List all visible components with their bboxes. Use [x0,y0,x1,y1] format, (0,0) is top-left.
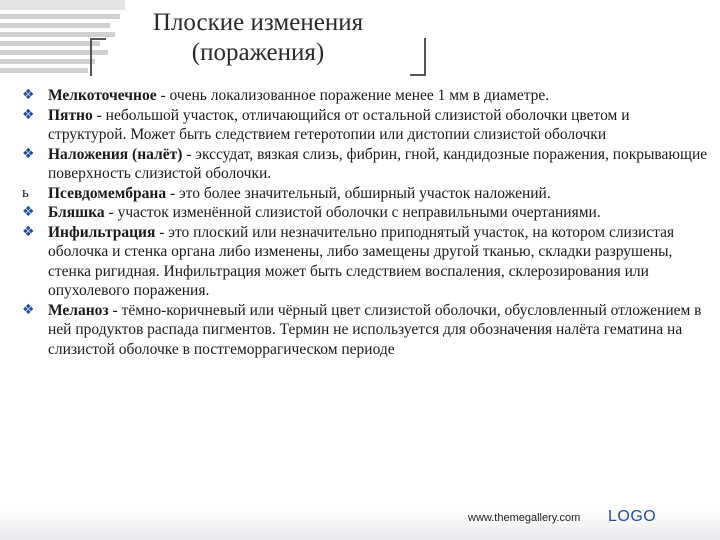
item-text: - участок изменённой слизистой оболочки с неправильными очертаниями. [104,204,601,221]
item-text: - это более значительный, обширный участок наложений. [166,184,551,202]
bullet-list [22,86,708,359]
diamond-bullet-icon: ❖ [22,87,35,103]
item-text: - небольшой участок, отличающийся от остальной слизистой оболочки цветом и структурой. Может быть следствием гетеротопии или дистопии слизистой оболочки [48,106,630,143]
list-item [22,86,708,106]
diamond-bullet-icon: ❖ [22,301,35,318]
title-line-1: Плоские изменения [152,9,364,36]
list-item [22,184,708,204]
item-term: Инфильтрация [48,223,156,241]
list-item [22,106,708,145]
diamond-bullet-icon: ❖ [22,145,35,162]
item-term: Мелкоточечное [48,87,157,104]
item-text: - тёмно-коричневый или чёрный цвет слизистой оболочки, обусловленный отложением в ней продуктов распада пигментов. Термин не используется для обозначения налёта гематина на слизистой оболочке в постгеморрагическом периоде [48,301,702,358]
item-text: - очень локализованное поражение менее 1 мм в диаметре. [156,87,550,104]
item-term: Меланоз [48,301,109,319]
diamond-bullet-icon: ❖ [22,106,35,123]
list-item [22,223,708,301]
item-term: Наложения (налёт) [48,145,183,163]
list-item [22,203,708,223]
logo: LOGO [608,508,657,525]
bullet-glyph: ь [22,184,29,201]
page-title [104,8,412,68]
diamond-bullet-icon: ❖ [22,223,35,240]
item-text: - экссудат, вязкая слизь, фибрин, гной, кандидозные поражения, покрывающие поверхность слизистой оболочки. [48,145,708,182]
item-term: Пятно [48,106,93,124]
item-term: Бляшка [48,204,105,221]
item-term: Псевдомембрана [48,184,167,202]
title-line-2: (поражения) [191,39,325,66]
list-item [22,301,708,360]
title-area [90,0,430,80]
diamond-bullet-icon: ❖ [22,204,35,220]
title-bracket-right [410,38,426,76]
item-text: - это плоский или незначительно приподнятый участок, на котором слизистая оболочка и стенка органа либо изменены, либо замещены другой тканью, складки разрушены, стенка ригидная. Инфильтрация может быть следствием воспаления, склерозирования или опухолевого поражения. [48,223,675,299]
list-item [22,145,708,184]
footer-site: www.themegallery.com [468,512,581,524]
